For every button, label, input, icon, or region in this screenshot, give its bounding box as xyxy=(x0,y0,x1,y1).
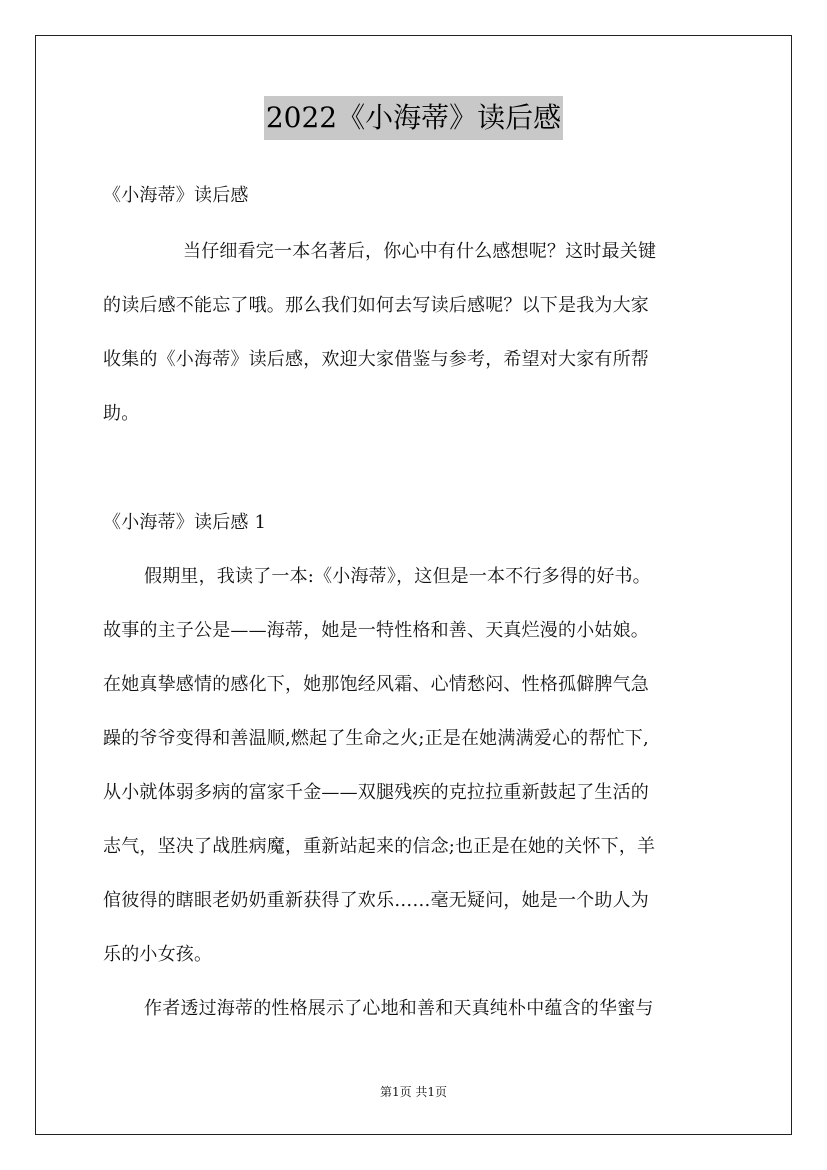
paragraph-line: 助。 xyxy=(103,403,140,424)
paragraph-line: 当仔细看完一本名著后，你心中有什么感想呢？这时最关键 xyxy=(183,241,657,262)
paragraph-line: 故事的主子公是——海蒂，她是一特性格和善、天真烂漫的小姑娘。 xyxy=(103,620,649,641)
paragraph-line: 志气，坚决了战胜病魔，重新站起来的信念;也正是在她的关怀下，羊 xyxy=(103,836,656,857)
subtitle: 《小海蒂》读后感 xyxy=(103,185,249,206)
paragraph-line: 的读后感不能忘了哦。那么我们如何去写读后感呢？以下是我为大家 xyxy=(103,295,649,316)
paragraph-line: 从小就体弱多病的富家千金——双腿残疾的克拉拉重新鼓起了生活的 xyxy=(103,782,649,803)
paragraph-line: 乐的小女孩。 xyxy=(103,944,213,965)
document-title: 2022《小海蒂》读后感 xyxy=(264,96,563,140)
paragraph-line: 在她真挚感情的感化下，她那饱经风霜、心情愁闷、性格孤僻脾气急 xyxy=(103,674,649,695)
title-container xyxy=(0,96,827,140)
paragraph-line: 躁的爷爷变得和善温顺,燃起了生命之火;正是在她满满爱心的帮忙下, xyxy=(103,728,649,749)
paragraph-line: 倌彼得的瞎眼老奶奶重新获得了欢乐……毫无疑问，她是一个助人为 xyxy=(103,890,649,911)
page-number-footer: 第1页 共1页 xyxy=(379,1085,448,1099)
paragraph-line: 收集的《小海蒂》读后感，欢迎大家借鉴与参考，希望对大家有所帮 xyxy=(103,349,649,370)
paragraph-line: 作者透过海蒂的性格展示了心地和善和天真纯朴中蕴含的华蜜与 xyxy=(144,998,654,1019)
paragraph-line: 假期里，我读了一本:《小海蒂》，这但是一本不行多得的好书。 xyxy=(144,566,651,587)
section-heading: 《小海蒂》读后感 1 xyxy=(103,512,267,533)
